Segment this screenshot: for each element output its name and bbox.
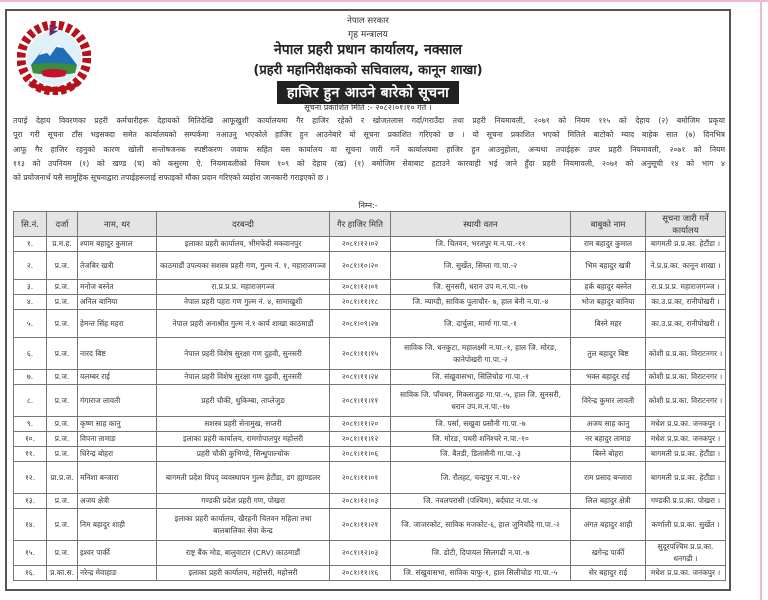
cell-father-name: हर्क बहादुर बस्नेत: [571, 280, 646, 295]
table-row: [14, 566, 726, 581]
cell-posting: नेपाल प्रहरी अनाश्रीत गुल्म नं.१ कार्य शाखा काठमाडौं: [157, 310, 330, 338]
cell-address: साविक जि. धनकुटा, महालक्ष्मी न.पा.-१, हाल जि. मोरङ, कानेपोखरी गा.पा.-२: [391, 338, 571, 370]
cell-absent-date: २०८१।१२।०२: [330, 237, 391, 252]
cell-issuing-office: सुदूरपश्चिम प्र.प्र.का. धनगढी ।: [646, 541, 726, 566]
column-header-rank: दर्जा: [47, 212, 78, 237]
cell-rank: प्र.ज.: [47, 338, 78, 370]
cell-address: जि. दार्चुला, मार्मा गा.पा.-१: [391, 310, 571, 338]
cell-posting: नेपाल प्रहरी विशेष सुरक्षा गण दुहवी, सुनसरी: [157, 370, 330, 385]
cell-rank: प्र.ज.: [47, 541, 78, 566]
cell-father-name: भक्त बहादुर राई: [571, 370, 646, 385]
cell-name: हेमन्त सिंह महरा: [78, 310, 157, 338]
cell-posting: सशस्त्र प्रहरी सेनामुख, सप्तरी: [157, 417, 330, 432]
notice-body: [13, 114, 725, 185]
column-header-father: बाबुको नाम: [571, 212, 646, 237]
cell-name: गंगाराज लावती: [78, 385, 157, 417]
cell-posting: इलाका प्रहरी कार्यालय, रामगोपालपुर महोत्तरी: [157, 432, 330, 447]
cell-address: जि. डोटी, दिपायल सिलगढी न.पा.-७: [391, 541, 571, 566]
table-row: [14, 338, 726, 370]
cell-absent-date: २०८१।०९।२७: [330, 310, 391, 338]
cell-rank: प्र.ज.: [47, 310, 78, 338]
cell-father-name: बिस्ने महर: [571, 310, 646, 338]
cell-posting: गण्डकी प्रदेश प्रहरी गण, पोखरा: [157, 494, 330, 509]
cell-rank: प्र.ज.: [47, 280, 78, 295]
table-row: [14, 295, 726, 310]
office-heading: नेपाल प्रहरी प्रधान कार्यालय, नक्साल: [273, 42, 462, 58]
table-header-row: [14, 212, 726, 237]
cell-sn: १०.: [14, 432, 47, 447]
right-border-accent: [760, 0, 762, 600]
cell-father-name: राम प्रसाद बन्जारा: [571, 462, 646, 494]
cell-name: इश्वर पार्की: [78, 541, 157, 566]
cell-father-name: भोज बहादुर बानिया: [571, 295, 646, 310]
cell-issuing-office: मधेश प्र.प्र.का. जनकपुर ।: [646, 566, 726, 581]
cell-sn: ८.: [14, 385, 47, 417]
cell-name: अजय क्षेत्री: [78, 494, 157, 509]
cell-issuing-office: रा.प्र.प्र.प्र. महाराजगञ्ज ।: [646, 280, 726, 295]
cell-posting: नेपाल प्रहरी विशेष सुरक्षा गण दुहवी, सुनसरी: [157, 338, 330, 370]
notice-title: हाजिर हुन आउने बारेको सूचना: [277, 81, 459, 104]
government-label: नेपाल सरकार: [347, 16, 389, 26]
cell-address: जि. संखुवासभा, सिलिचोङ गा.पा.-१: [391, 370, 571, 385]
cell-posting: प्रहरी चौकी, थुकिम्बा, ताप्लेजुङ: [157, 385, 330, 417]
column-header-issuing-office: सूचना जारी गर्ने कार्यालय: [646, 212, 726, 237]
cell-posting: प्रहरी चौकी कुभिण्डे, सिन्धुपाल्चोक: [157, 447, 330, 462]
absent-personnel-table: [13, 211, 726, 581]
cell-issuing-office: मधेश प्र.प्र.का. जनकपुर ।: [646, 417, 726, 432]
cell-name: निम बहादुर शाही: [78, 509, 157, 541]
table-row: [14, 417, 726, 432]
cell-posting: बागमती प्रदेश विपद् व्यवस्थापन गुल्म हेटौंडा, डग ह्याण्डलर: [157, 462, 330, 494]
cell-father-name: अंगत बहादुर शाही: [571, 509, 646, 541]
table-row: [14, 310, 726, 338]
notice-body-line: ११३ को उपनियम (१) को खण्ड (च) को कसुरमा ऐ. नियमावलीको नियम १०९ को देहाय (ख) (१) बमोजिम सेवाबाट हटाउने कारवाही भई जाने हुँदा प्रहरी नियमावली, २०७१ को अनुसूची १४ को भाग ४: [13, 158, 725, 168]
cell-issuing-office: गण्डकी प्र.प्र.का. पोखरा ।: [646, 494, 726, 509]
cell-name: श्याम बहादुर कुमाल: [78, 237, 157, 252]
cell-absent-date: २०८१।१२।०३: [330, 541, 391, 566]
cell-name: विपना तामाङ: [78, 432, 157, 447]
table-row: [14, 280, 726, 295]
cell-sn: १.: [14, 237, 47, 252]
cell-name: यलम्बर राई: [78, 370, 157, 385]
cell-rank: प्र.ज.: [47, 509, 78, 541]
notice-body-line: को प्रयोजनार्थ यसै सामूहिक सूचनाद्वारा तपाईहरूलाई सफाइको मौका प्रदान गरिएको व्यहोरा जानकारी गराइएको छ ।: [13, 173, 329, 183]
cell-address: जि. म्याग्दी, साविक पुलाचौर- ७, हाल बेनी न.पा.-४: [391, 295, 571, 310]
cell-posting: इलाका प्रहरी कार्यालय, भीमफेदी मकवानपुर: [157, 237, 330, 252]
cell-sn: ९.: [14, 417, 47, 432]
secretariat-heading: (प्रहरी महानिरीक्षकको सचिवालय, कानून शाखा): [253, 63, 483, 78]
cell-name: तेजबिर खत्री: [78, 252, 157, 280]
cell-name: नरेन्द्र मेवाहाङ: [78, 566, 157, 581]
cell-issuing-office: मधेश प्र.प्र.का. जनकपुर ।: [646, 432, 726, 447]
cell-posting: रा.प्र.प्र.प्र. महाराजगञ्ज: [157, 280, 330, 295]
column-header-posting: दरबन्दी: [157, 212, 330, 237]
cell-absent-date: २०८१।११।१६: [330, 566, 391, 581]
below-label: निम्न:-: [358, 201, 378, 210]
cell-rank: प्र.ज.: [47, 295, 78, 310]
cell-issuing-office: कोशी प्र.प्र.का. विराटनगर ।: [646, 385, 726, 417]
cell-posting: इलाका प्रहरी कार्यालय, खैरहनी चितवन महिला तथा बालबालिका सेवा केन्द्र: [157, 509, 330, 541]
cell-rank: प्र.ज.: [47, 370, 78, 385]
cell-absent-date: २०८१।११।२१: [330, 509, 391, 541]
cell-address: जि. पर्सा, सखुवा प्रसौनी गा.पा.-७: [391, 417, 571, 432]
cell-father-name: राम बहादुर कुमाल: [571, 237, 646, 252]
cell-sn: १३.: [14, 494, 47, 509]
cell-absent-date: २०८१।११।१२: [330, 432, 391, 447]
table-row: [14, 494, 726, 509]
cell-absent-date: २०८१।१०।२०: [330, 252, 391, 280]
cell-address: जि. संखुवासभा, साविक याफु-१, हाल सिलीचोङ गा.पा.-५: [391, 566, 571, 581]
cell-rank: प्र.का.स.: [47, 566, 78, 581]
cell-absent-date: २०८१।११।०१: [330, 462, 391, 494]
cell-father-name: बिस्ने बोहरा: [571, 447, 646, 462]
cell-name: धिरेन्द्र बोहरा: [78, 447, 157, 462]
cell-sn: १६.: [14, 566, 47, 581]
cell-absent-date: २०८१।१२।०१: [330, 280, 391, 295]
cell-father-name: विरेन्द्र कुमार लावती: [571, 385, 646, 417]
cell-issuing-office: कोशी प्र.प्र.का. विराटनगर ।: [646, 338, 726, 370]
cell-absent-date: २०८१।११।२०: [330, 417, 391, 432]
notice-body-line: आफू गैर हाजिर रहनुको कारण खोली सन्तोषजनक स्पष्टीकरण जवाफ सहित यस कार्यालय वा सूचना जारी गर्ने कार्यालयमा हाजिर हुन आउनुहोला, अन्यथा तपाईहरू उपर प्रहरी नियमावली, २०७१ को नियम: [13, 144, 725, 154]
column-header-name: नाम, थर: [78, 212, 157, 237]
cell-name: नारद बिष्ट: [78, 338, 157, 370]
cell-address: जि. जाजरकोट, साविक मजकोट-६, हाल जुनिचाँदे गा.पा.-२: [391, 509, 571, 541]
cell-posting: राष्ट्र बैंक मोड, बालुवाटार (CRV) काठमाडौं: [157, 541, 330, 566]
cell-name: अनिल बानिया: [78, 295, 157, 310]
cell-rank: प्र.ज.: [47, 494, 78, 509]
table-row: [14, 385, 726, 417]
ministry-label: गृह मन्त्रालय: [348, 30, 388, 40]
cell-address: जि. बैतडी, डिलासैनी गा.पा.-३: [391, 447, 571, 462]
table-row: [14, 541, 726, 566]
cell-issuing-office: बागमती प्र.प्र.का. हेटौंडा ।: [646, 447, 726, 462]
notice-document: [5, 9, 731, 591]
cell-father-name: अजय साह कानु: [571, 417, 646, 432]
cell-sn: ६.: [14, 338, 47, 370]
cell-sn: ७.: [14, 370, 47, 385]
cell-address: साविक जि. पाँचथर, मिक्लाजुङ गा.पा.-५, हाल जि. सुनसरी, धरान उप.म.न.पा.-१७: [391, 385, 571, 417]
cell-sn: ३.: [14, 280, 47, 295]
cell-sn: २.: [14, 252, 47, 280]
table-row: [14, 432, 726, 447]
notice-body-line: पूरा गरी सूचना टाँस भइसक्दा समेत कार्यालयको सम्पर्कमा नआउनु भएकोले हाजिर हुन आउनेबारे यो सूचना प्रकाशित गरिएको छ । यो सूचना प्रकाशित भएको मितिले बाटोको म्याद बाहेक सात (७) दिनभित्र: [13, 130, 725, 140]
cell-rank: प्रा.प्र.ज.: [47, 462, 78, 494]
published-date: सूचना प्रकाशित मिति :- २०८२।०१।१० गते ।: [304, 103, 432, 112]
cell-rank: प्र.ज.: [47, 252, 78, 280]
cell-father-name: सेर बहादुर राई: [571, 566, 646, 581]
cell-name: मनिशा बन्जारा: [78, 462, 157, 494]
table-row: [14, 237, 726, 252]
cell-father-name: नर बहादुर तामाङ: [571, 432, 646, 447]
cell-issuing-office: ने.प्र.प्र.का. कानून शाखा ।: [646, 252, 726, 280]
table-row: [14, 252, 726, 280]
cell-issuing-office: बागमती प्र.प्र.का. हेटौंडा ।: [646, 237, 726, 252]
cell-address: जि. नवलपरासी (पश्चिम), बर्दघाट न.पा.-४: [391, 494, 571, 509]
cell-sn: १४.: [14, 509, 47, 541]
table-row: [14, 447, 726, 462]
cell-posting: इलाका प्रहरी कार्यालय, महोत्तरी, महोत्तरी: [157, 566, 330, 581]
table-row: [14, 462, 726, 494]
cell-absent-date: २०८१।११।१८: [330, 295, 391, 310]
cell-absent-date: २०८१।११।१५: [330, 338, 391, 370]
top-border-accent: [0, 0, 768, 2]
cell-posting: नेपाल प्रहरी पहरा गण गुल्म नं. ४, सामाखुशी: [157, 295, 330, 310]
cell-issuing-office: का.उ.प्र.का, रानीपोखरी ।: [646, 295, 726, 310]
cell-sn: १५.: [14, 541, 47, 566]
cell-address: जि. सुर्खेत, सिम्ता गा.पा.-२: [391, 252, 571, 280]
cell-father-name: खगेन्द्र पार्की: [571, 541, 646, 566]
cell-sn: ११.: [14, 447, 47, 462]
column-header-address: स्थायी वतन: [391, 212, 571, 237]
cell-absent-date: २०८१।११।०६: [330, 447, 391, 462]
cell-rank: प्र.म.ह.: [47, 237, 78, 252]
table-row: [14, 370, 726, 385]
cell-issuing-office: बागमती प्र.प्र.का. हेटौंडा ।: [646, 462, 726, 494]
column-header-sn: सि.नं.: [14, 212, 47, 237]
cell-absent-date: २०८१।११।२४: [330, 370, 391, 385]
cell-absent-date: २०८१।११।११: [330, 385, 391, 417]
cell-father-name: तुल बहादुर बिष्ट: [571, 338, 646, 370]
cell-rank: प्र.ज.: [47, 385, 78, 417]
cell-issuing-office: का.उ.प्र.का, रानीपोखरी ।: [646, 310, 726, 338]
cell-sn: ५.: [14, 310, 47, 338]
cell-posting: काठमाडौं उपत्यका सशस्त्र प्रहरी गण, गुल्म नं. १, महाराजगञ्ज: [157, 252, 330, 280]
column-header-absent-date: गैर हाजिर मिति: [330, 212, 391, 237]
notice-body-line: तपाई देहाय विवरणका प्रहरी कर्मचारीहरू देहायको मितिदेखि आफूखुशी कार्यालयमा गैर हाजिर रहेको र खोजतलास गर्दा/गराउँदा तथा प्रहरी नियमावली, २०७१ को नियम ११५ को देहाय (२) बमोजिम प्रकृया: [13, 116, 725, 125]
cell-sn: ४.: [14, 295, 47, 310]
cell-sn: १२.: [14, 462, 47, 494]
cell-issuing-office: कोशी प्र.प्र.का. विराटनगर ।: [646, 370, 726, 385]
cell-rank: प्र.ज.: [47, 447, 78, 462]
cell-address: जि. मोरङ, पथरी शनिश्चरे न.पा.-१०: [391, 432, 571, 447]
cell-address: जि. सुनसरी, धरान उप म.न.पा.-१७: [391, 280, 571, 295]
cell-name: मनोज बस्नेत: [78, 280, 157, 295]
cell-father-name: लिल बहादुर क्षेत्री: [571, 494, 646, 509]
cell-father-name: भिम बहादुर खत्री: [571, 252, 646, 280]
cell-address: जि. रौतहट, चन्द्रपुर न.पा.-१२: [391, 462, 571, 494]
cell-rank: प्र.ज.: [47, 432, 78, 447]
cell-name: कृष्ण साह कानु: [78, 417, 157, 432]
cell-address: जि. चितवन, भरतपुर म.न.पा.-११: [391, 237, 571, 252]
notice-title-wrap: [7, 81, 729, 104]
cell-absent-date: २०८१।१२।०३: [330, 494, 391, 509]
table-row: [14, 509, 726, 541]
cell-issuing-office: कर्णाली प्र.प्र.का. सुर्खेत ।: [646, 509, 726, 541]
cell-rank: प्र.ज.: [47, 417, 78, 432]
